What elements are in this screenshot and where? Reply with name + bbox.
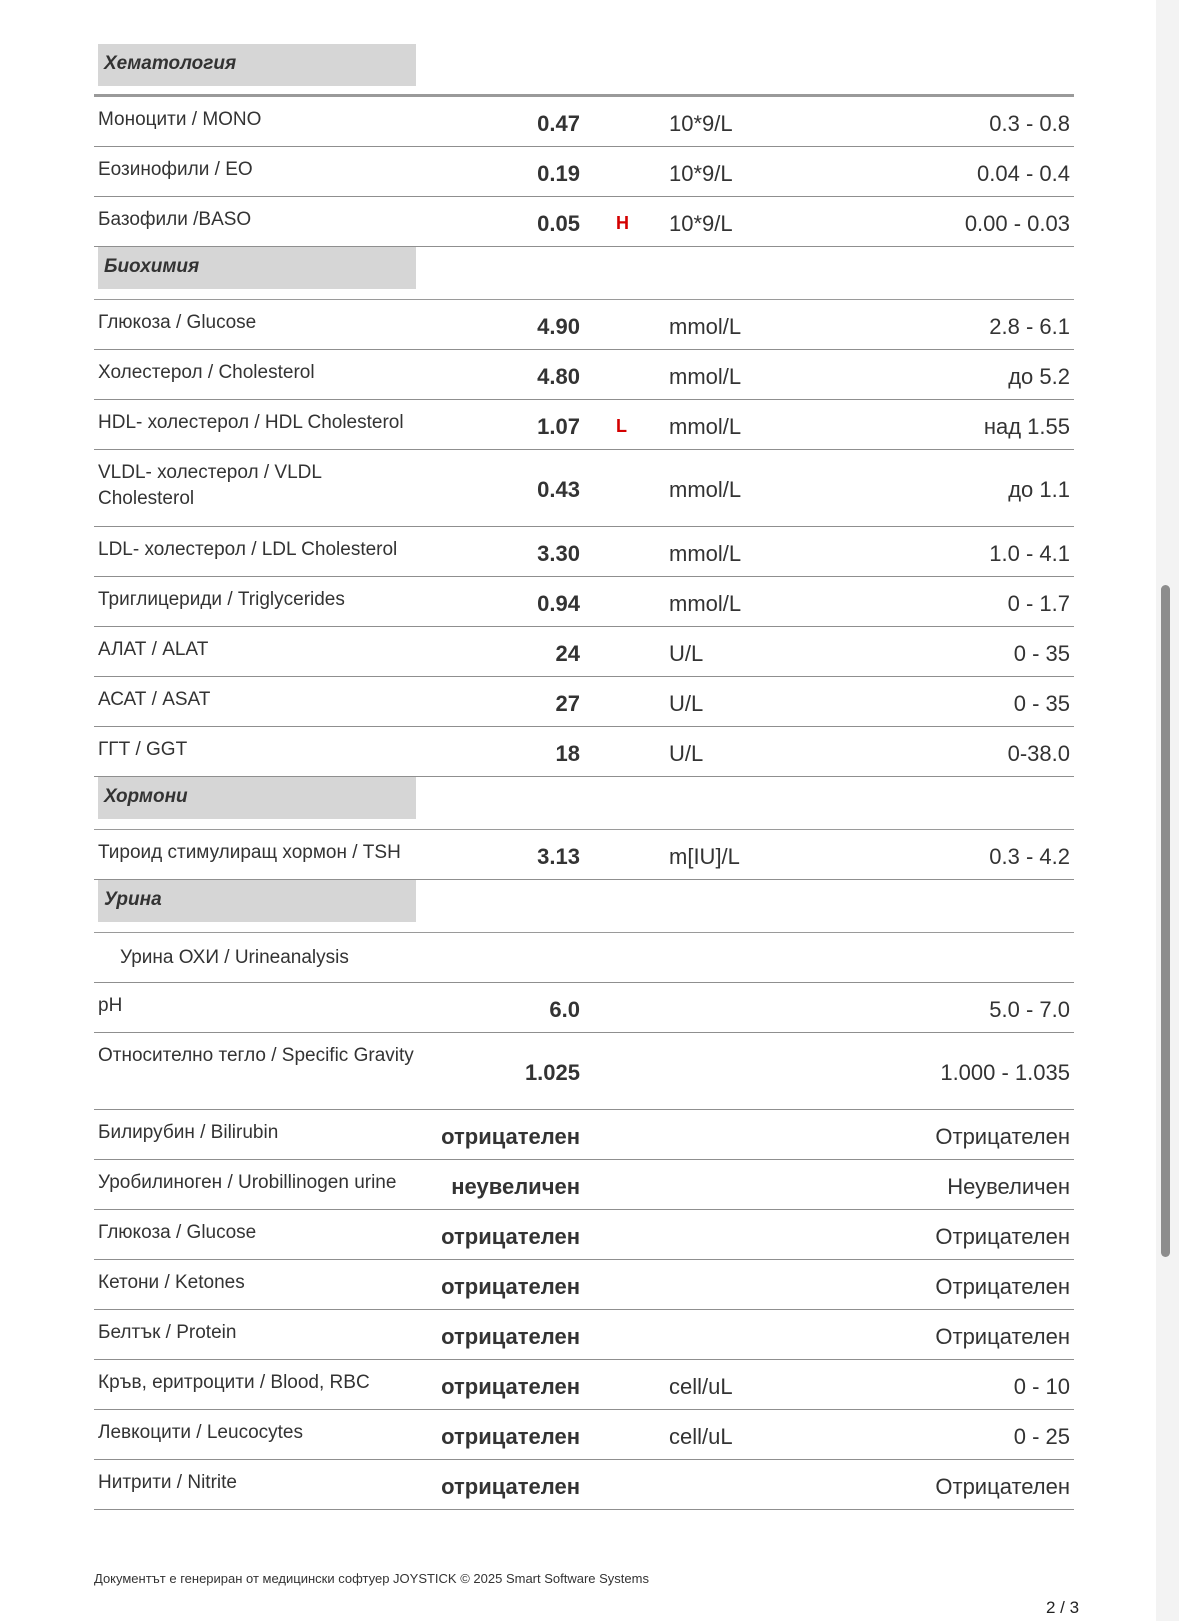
- test-value: 6.0: [549, 996, 580, 1022]
- reference-range: 0 - 10: [1013, 1373, 1070, 1399]
- footer-note: Документът е генериран от медицински софтуер JOYSTICK © 2025 Smart Software Systems: [94, 1571, 649, 1586]
- test-value: 3.13: [537, 843, 580, 869]
- reference-range: 2.8 - 6.1: [989, 313, 1070, 339]
- result-row: [94, 1460, 1074, 1510]
- test-value: 1.07: [537, 413, 580, 439]
- result-row: [94, 1110, 1074, 1160]
- reference-range: до 1.1: [1008, 477, 1070, 502]
- result-row: [94, 97, 1074, 147]
- test-value: отрицателен: [441, 1273, 580, 1299]
- test-name: Белтък / Protein: [98, 1322, 237, 1343]
- reference-range: 0-38.0: [1007, 740, 1070, 766]
- test-name: Относително тегло / Specific Gravity: [98, 1045, 414, 1066]
- test-value: отрицателен: [441, 1473, 580, 1499]
- reference-range: 0 - 25: [1013, 1423, 1070, 1449]
- result-row: [94, 147, 1074, 197]
- test-value: 18: [555, 740, 580, 766]
- subheader-label: Урина ОХИ / Urineanalysis: [120, 946, 349, 968]
- test-name: Холестерол / Cholesterol: [98, 362, 315, 383]
- test-name: Кръв, еритроцити / Blood, RBC: [98, 1372, 370, 1393]
- result-row: [94, 197, 1074, 247]
- section-title: Биохимия: [98, 247, 416, 289]
- test-value: отрицателен: [441, 1423, 580, 1449]
- result-row: [94, 830, 1074, 880]
- test-unit: U/L: [669, 640, 704, 666]
- test-value: 0.43: [537, 477, 580, 502]
- test-unit: mmol/L: [669, 540, 742, 566]
- test-name: Базофили /BASO: [98, 209, 252, 230]
- test-value: отрицателен: [441, 1373, 580, 1399]
- test-name: Левкоцити / Leucocytes: [98, 1422, 303, 1443]
- test-unit: 10*9/L: [669, 110, 733, 136]
- reference-range: 0 - 35: [1013, 640, 1070, 666]
- result-row: [94, 1260, 1074, 1310]
- test-value: 4.90: [537, 313, 580, 339]
- section-header-biochemistry: [94, 247, 1074, 300]
- reference-range: 0.3 - 0.8: [989, 110, 1070, 136]
- test-name: АСАТ / ASAT: [98, 689, 211, 710]
- reference-range: над 1.55: [983, 413, 1070, 439]
- reference-range: Отрицателен: [935, 1123, 1070, 1149]
- result-row: [94, 350, 1074, 400]
- scrollbar-thumb[interactable]: [1161, 585, 1170, 1257]
- result-row: [94, 1033, 1074, 1110]
- test-value: 0.19: [537, 160, 580, 186]
- result-row: [94, 300, 1074, 350]
- test-name: Уробилиноген / Urobillinogen urine: [98, 1172, 397, 1193]
- test-value: 4.80: [537, 363, 580, 389]
- result-row: [94, 983, 1074, 1033]
- page-number: 2 / 3: [1046, 1598, 1080, 1617]
- result-row: [94, 727, 1074, 777]
- test-value: 1.025: [524, 1060, 580, 1085]
- section-header-hormones: [94, 777, 1074, 830]
- test-name: АЛАТ / ALAT: [98, 639, 209, 660]
- reference-range: 0.00 - 0.03: [964, 210, 1070, 236]
- test-unit: mmol/L: [669, 313, 742, 339]
- test-value: 0.94: [537, 590, 580, 616]
- test-name: Тироид стимулиращ хормон / TSH: [98, 842, 401, 863]
- result-row: [94, 1210, 1074, 1260]
- reference-range: Отрицателен: [935, 1223, 1070, 1249]
- result-row: [94, 1410, 1074, 1460]
- test-unit: cell/uL: [669, 1373, 733, 1399]
- test-unit: m[IU]/L: [669, 843, 740, 869]
- reference-range: Отрицателен: [935, 1473, 1070, 1499]
- test-name: LDL- холестерол / LDL Cholesterol: [98, 539, 398, 560]
- test-value: 3.30: [537, 540, 580, 566]
- test-unit: 10*9/L: [669, 210, 733, 236]
- test-name: VLDL- холестерол / VLDL Cholesterol: [98, 462, 322, 509]
- reference-range: 1.000 - 1.035: [940, 1060, 1070, 1085]
- reference-range: 0.04 - 0.4: [977, 160, 1070, 186]
- abnormal-flag: L: [616, 416, 627, 436]
- test-unit: U/L: [669, 690, 704, 716]
- test-name: pH: [98, 995, 123, 1016]
- test-value: 0.05: [537, 210, 580, 236]
- result-row: [94, 627, 1074, 677]
- reference-range: 5.0 - 7.0: [989, 996, 1070, 1022]
- test-name: Триглицериди / Triglycerides: [98, 589, 345, 610]
- result-row: [94, 1160, 1074, 1210]
- test-name: Кетони / Ketones: [98, 1272, 245, 1293]
- abnormal-flag: H: [616, 213, 629, 233]
- result-row: [94, 577, 1074, 627]
- test-unit: mmol/L: [669, 413, 742, 439]
- test-unit: mmol/L: [669, 363, 742, 389]
- reference-range: Отрицателен: [935, 1273, 1070, 1299]
- section-header-urine: [94, 880, 1074, 933]
- reference-range: 1.0 - 4.1: [989, 540, 1070, 566]
- test-value: 24: [555, 640, 580, 666]
- test-name: Моноцити / MONO: [98, 109, 262, 130]
- result-row: [94, 1310, 1074, 1360]
- reference-range: Неувеличен: [947, 1173, 1070, 1199]
- reference-range: 0 - 35: [1013, 690, 1070, 716]
- test-name: HDL- холестерол / HDL Cholesterol: [98, 412, 404, 433]
- test-unit: cell/uL: [669, 1423, 733, 1449]
- test-unit: U/L: [669, 740, 704, 766]
- reference-range: Отрицателен: [935, 1323, 1070, 1349]
- test-unit: 10*9/L: [669, 160, 733, 186]
- test-value: отрицателен: [441, 1123, 580, 1149]
- result-row: [94, 527, 1074, 577]
- test-value: отрицателен: [441, 1323, 580, 1349]
- result-row: [94, 400, 1074, 450]
- result-row: [94, 450, 1074, 527]
- result-row: [94, 1360, 1074, 1410]
- lab-results-document: [94, 44, 1074, 1510]
- section-title: Хормони: [98, 777, 416, 819]
- section-header-hematology: [94, 44, 1074, 97]
- test-name: ГГТ / GGT: [98, 739, 188, 760]
- test-value: 0.47: [537, 110, 580, 136]
- urinalysis-subheader: [94, 933, 1074, 983]
- test-name: Еозинофили / EO: [98, 159, 253, 180]
- test-name: Глюкоза / Glucose: [98, 312, 257, 333]
- reference-range: до 5.2: [1008, 363, 1070, 389]
- result-row: [94, 677, 1074, 727]
- section-title: Урина: [98, 880, 416, 922]
- reference-range: 0 - 1.7: [1007, 590, 1070, 616]
- test-name: Нитрити / Nitrite: [98, 1472, 237, 1493]
- test-value: 27: [555, 690, 580, 716]
- reference-range: 0.3 - 4.2: [989, 843, 1070, 869]
- test-unit: mmol/L: [669, 477, 742, 502]
- test-name: Билирубин / Bilirubin: [98, 1122, 279, 1143]
- test-name: Глюкоза / Glucose: [98, 1222, 257, 1243]
- test-value: отрицателен: [441, 1223, 580, 1249]
- section-title: Хематология: [98, 44, 416, 86]
- test-value: неувеличен: [451, 1173, 580, 1199]
- test-unit: mmol/L: [669, 590, 742, 616]
